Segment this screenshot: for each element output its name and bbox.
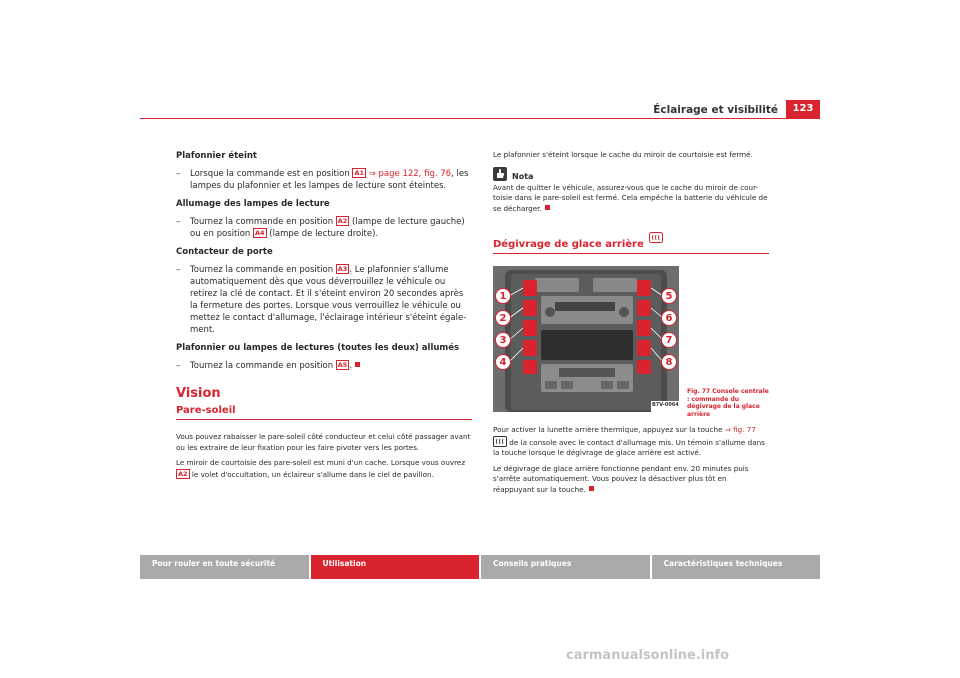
nota-title: Nota: [512, 171, 534, 181]
heading-pare-soleil: Pare-soleil: [176, 405, 472, 420]
step-plafonnier-eteint: [176, 168, 472, 192]
heading-plafonnier-allumes: Plafonnier ou lampes de lectures (toutes les deux) allumés: [176, 343, 460, 353]
callout-4: 4: [495, 354, 511, 370]
paragraph-degivrage-2: Le dégivrage de glace arrière fonctionne pendant env. 20 minutes puis s'arrête automatiquement. Vous pouvez la désactiver plus tôt en réappuyant sur la touche.: [493, 463, 749, 494]
tab-utilisation[interactable]: Utilisation: [311, 555, 480, 579]
step-dash: –: [176, 217, 181, 227]
position-marker-a5: A5: [337, 361, 348, 369]
paragraph-plafonnier-cache: Le plafonnier s'éteint lorsque le cache du miroir de courtoisie est fermé.: [493, 150, 753, 159]
step-dash: –: [176, 265, 181, 275]
footer-tabs: [140, 555, 820, 579]
heading-plafonnier-eteint: Plafonnier éteint: [176, 151, 257, 161]
fig76-link[interactable]: ⇒ page 122, fig. 76: [368, 169, 452, 179]
callout-8: 8: [661, 354, 677, 370]
nota-paragraph: Avant de quitter le véhicule, assurez-vous que le cache du miroir de cour-toisie dans le pare-soleil est fermé. Cela empêche la batterie du véhicule de se décharger.: [493, 182, 768, 213]
step-dash: –: [176, 169, 181, 179]
rear-defrost-icon: [649, 232, 663, 243]
figure-caption: Fig. 77 Console centrale : commande du dégivrage de la glace arrière: [687, 388, 769, 418]
heading-contacteur-porte: Contacteur de porte: [176, 247, 273, 257]
nota-icon: [493, 167, 507, 181]
step-dash: –: [176, 361, 181, 371]
callout-2: 2: [495, 310, 511, 326]
watermark: carmanualsonline.info: [566, 648, 730, 663]
tab-caracteristiques[interactable]: Caractéristiques techniques: [652, 555, 821, 579]
position-marker-a2: A2: [178, 469, 188, 478]
step-text: Lorsque la commande est en position A1 ⇒ page 122, fig. 76, les lampes du plafonnier et les lampes de lecture sont éteintes.: [190, 169, 469, 191]
section-title-vision: Vision: [176, 386, 221, 401]
tab-securite[interactable]: Pour rouler en toute sécurité: [140, 555, 309, 579]
step-allumage-lampes: [176, 216, 472, 240]
fig77-link[interactable]: ⇒ fig. 77: [724, 425, 756, 434]
position-marker-a1: A1: [354, 169, 364, 177]
end-mark: [589, 486, 594, 491]
position-marker-a2: A2: [337, 217, 348, 225]
rear-defrost-icon: [493, 436, 507, 447]
callout-5: 5: [661, 288, 677, 304]
header-rule: [140, 118, 820, 119]
end-mark: [545, 205, 550, 210]
step-text: Tournez la commande en position A5 .: [190, 360, 472, 372]
figure-console-centrale: [493, 266, 769, 418]
callout-layer: [493, 266, 679, 412]
position-marker-a3: A3: [337, 265, 348, 273]
tab-conseils[interactable]: Conseils pratiques: [481, 555, 650, 579]
step-plafonnier-allumes: [176, 360, 472, 372]
callout-7: 7: [661, 332, 677, 348]
page-number: 123: [786, 100, 820, 118]
left-column: [176, 150, 472, 485]
page-header-title: Éclairage et visibilité: [653, 104, 778, 116]
figure-id: B7V-0064: [652, 402, 679, 408]
end-mark: [355, 362, 360, 367]
heading-degivrage: Dégivrage de glace arrière: [493, 232, 769, 254]
step-text: Tournez la commande en position A2 (lampe de lecture gauche) ou en position A4 (lampe de lecture droite).: [190, 217, 465, 239]
nota-heading: [493, 167, 769, 181]
paragraph-pare-soleil-2: Le miroir de courtoisie des pare-soleil est muni d'un cache. Lorsque vous ouvrez A2 le volet d'occultation, un éclaireur s'allume dans le ciel de pavillon.: [176, 458, 466, 479]
callout-6: 6: [661, 310, 677, 326]
callout-3: 3: [495, 332, 511, 348]
heading-allumage-lampes: Allumage des lampes de lecture: [176, 199, 330, 209]
step-text: Tournez la commande en position A3 . Le plafonnier s'allume automatiquement dès que vous déverrouillez le véhicule ou retirez la clé de contact. Et il s'éteint environ 20 secondes après la fermeture des portes. Lorsque vous verrouillez le véhicule ou mettez le contact d'allumage, l'éclairage intérieur s'éteint égale-ment.: [190, 265, 467, 335]
step-contacteur-porte: [176, 264, 472, 336]
right-column: [493, 150, 769, 500]
callout-1: 1: [495, 288, 511, 304]
paragraph-degivrage-1: Pour activer la lunette arrière thermique, appuyez sur la touche ⇒ fig. 77 de la console avec le contact d'allumage mis. Un témoin s'allume dans la touche lorsque le dégivrage de glace arrière est activé.: [493, 425, 765, 457]
position-marker-a4: A4: [254, 229, 265, 237]
paragraph-pare-soleil-1: Vous pouvez rabaisser le pare-soleil côté conducteur et celui côté passager avant ou les extraire de leur fixation pour les faire pivoter vers les portes.: [176, 432, 471, 452]
